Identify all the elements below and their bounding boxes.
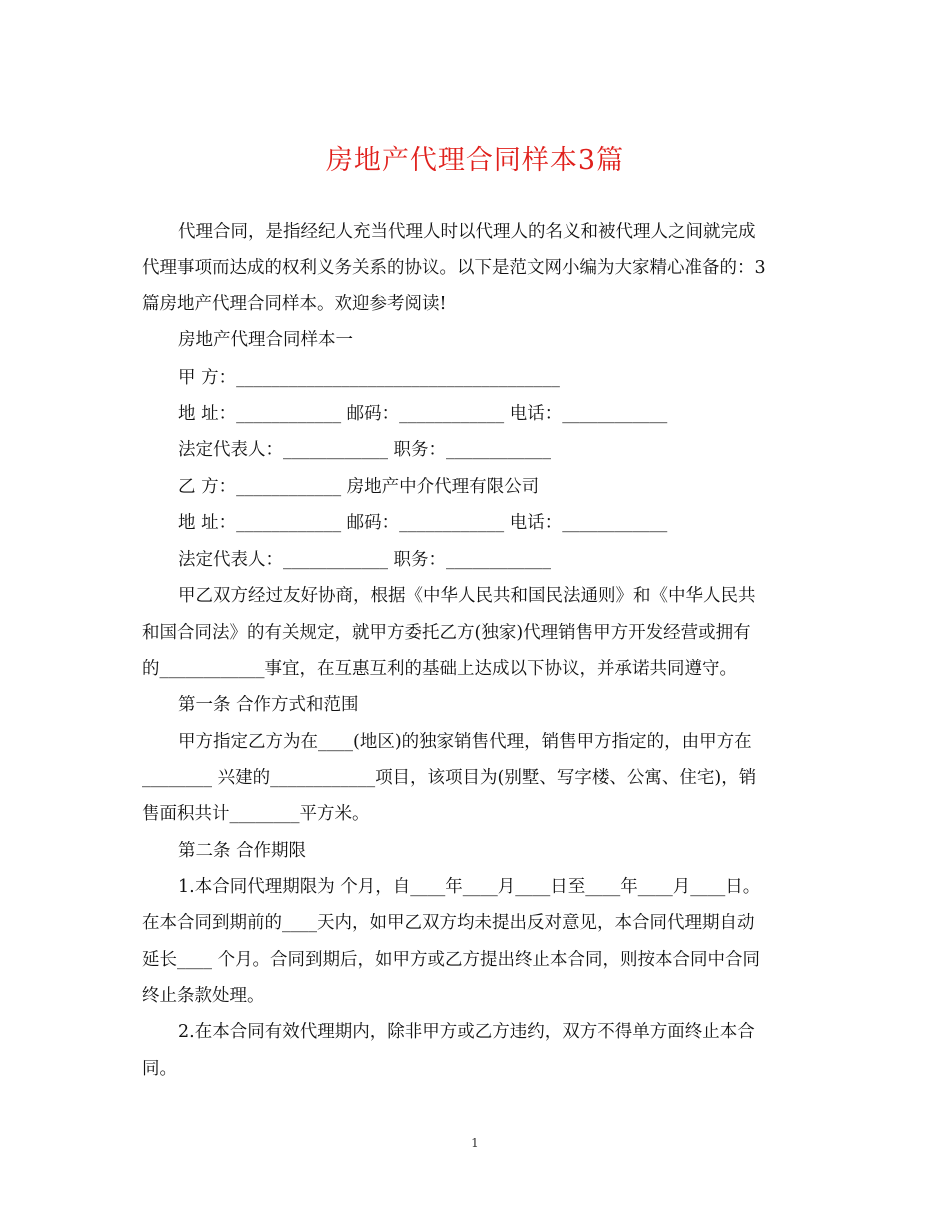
section-heading: 房地产代理合同样本一 <box>178 330 353 350</box>
article-two-clause-1: 在本合同到期前的____天内，如甲乙双方均未提出反对意见，本合同代理期自动 <box>142 913 755 933</box>
party-b-address-field: 地 址：____________ 邮码：____________ 电话：____________ <box>178 513 668 533</box>
article-one-heading: 第一条 合作方式和范围 <box>178 695 359 715</box>
article-two-heading: 第二条 合作期限 <box>178 841 307 861</box>
preamble-line: 和国合同法》的有关规定，就甲方委托乙方(独家)代理销售甲方开发经营或拥有 <box>142 623 751 643</box>
party-b-name-field: 乙 方：____________ 房地产中介代理有限公司 <box>178 477 540 497</box>
article-one-line: 甲方指定乙方为在____(地区)的独家销售代理，销售甲方指定的，由甲方在 <box>178 732 752 752</box>
intro-paragraph-line: 篇房地产代理合同样本。欢迎参考阅读! <box>142 294 447 314</box>
party-b-representative-field: 法定代表人：____________ 职务：____________ <box>178 550 552 570</box>
document-title: 房地产代理合同样本3篇 <box>325 145 625 176</box>
article-two-clause-1: 延长____ 个月。合同到期后，如甲方或乙方提出终止本合同，则按本合同中合同 <box>142 950 761 970</box>
article-one-line: ________ 兴建的____________项目，该项目为(别墅、写字楼、公寓、住宅)，销 <box>142 768 757 788</box>
intro-paragraph-line: 代理事项而达成的权利义务关系的协议。以下是范文网小编为大家精心准备的：3 <box>142 258 766 278</box>
party-a-address-field: 地 址：____________ 邮码：____________ 电话：____________ <box>178 404 668 424</box>
article-two-clause-1: 终止条款处理。 <box>142 986 265 1006</box>
article-two-clause-1: 1.本合同代理期限为 个月，自____年____月____日至____年____月____日。 <box>178 877 761 897</box>
party-a-representative-field: 法定代表人：____________ 职务：____________ <box>178 440 552 460</box>
article-two-clause-2: 2.在本合同有效代理期内，除非甲方或乙方违约，双方不得单方面终止本合 <box>178 1022 755 1042</box>
article-two-clause-2: 同。 <box>142 1059 177 1079</box>
intro-paragraph-line: 代理合同，是指经纪人充当代理人时以代理人的名义和被代理人之间就完成 <box>178 222 756 242</box>
page-number: 1 <box>471 1136 479 1150</box>
preamble-line: 的____________事宜，在互惠互利的基础上达成以下协议，并承诺共同遵守。 <box>142 659 737 679</box>
preamble-line: 甲乙双方经过友好协商，根据《中华人民共和国民法通则》和《中华人民共 <box>178 586 756 606</box>
article-one-line: 售面积共计________平方米。 <box>142 804 370 824</box>
party-a-name-field: 甲 方：_____________________________________ <box>178 368 560 388</box>
